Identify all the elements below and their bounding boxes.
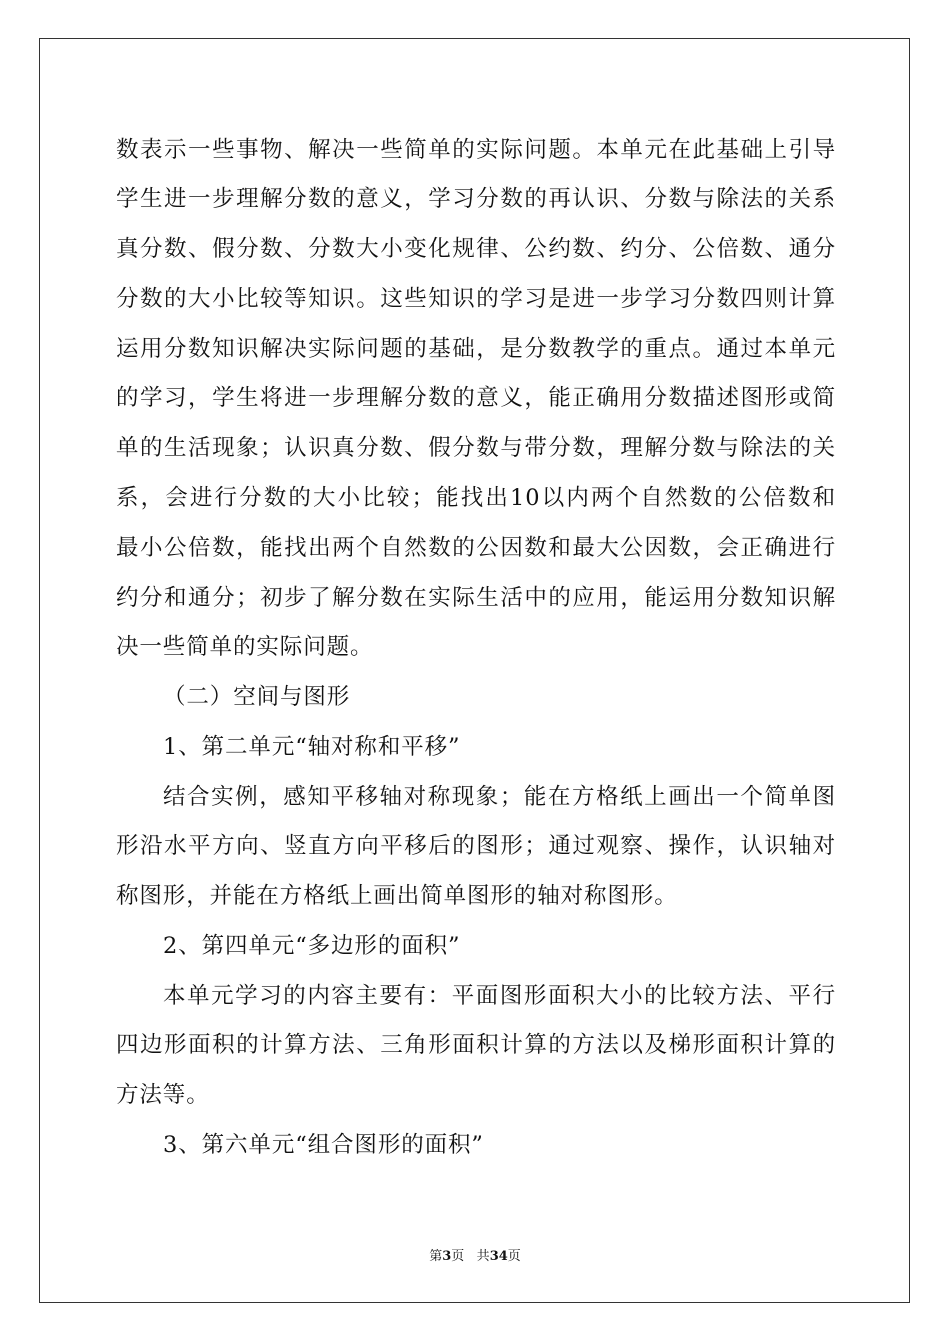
section-heading: （二）空间与图形 xyxy=(163,684,351,710)
body-text-line: 真分数、假分数、分数大小变化规律、公约数、约分、公倍数、通分 xyxy=(116,236,836,262)
footer-page-suffix: 页 xyxy=(451,1249,465,1264)
body-text-line: 结合实例，感知平移轴对称现象；能在方格纸上画出一个简单图 xyxy=(163,784,836,810)
body-text-line: 四边形面积的计算方法、三角形面积计算的方法以及梯形面积计算的 xyxy=(116,1032,836,1058)
page-border xyxy=(39,38,910,1303)
body-text-line: 的学习，学生将进一步理解分数的意义，能正确用分数描述图形或简 xyxy=(116,385,836,411)
body-text-line: 学生进一步理解分数的意义，学习分数的再认识、分数与除法的关系 xyxy=(116,186,836,212)
body-text-line: 运用分数知识解决实际问题的基础，是分数教学的重点。通过本单元 xyxy=(116,336,836,362)
body-text-line: 分数的大小比较等知识。这些知识的学习是进一步学习分数四则计算 xyxy=(116,286,836,312)
body-text-line: 决一些简单的实际问题。 xyxy=(116,634,374,660)
footer-page-prefix: 第 xyxy=(429,1249,443,1264)
footer-total-prefix: 共 xyxy=(476,1249,490,1264)
footer-page-number: 3 xyxy=(442,1249,452,1264)
subsection-heading: 3、第六单元“组合图形的面积” xyxy=(163,1132,484,1158)
body-text-line: 单的生活现象；认识真分数、假分数与带分数，理解分数与除法的关 xyxy=(116,435,836,461)
page-footer xyxy=(0,1249,950,1265)
body-text-line: 数表示一些事物、解决一些简单的实际问题。本单元在此基础上引导 xyxy=(116,137,836,163)
body-text-line: 约分和通分；初步了解分数在实际生活中的应用，能运用分数知识解 xyxy=(116,585,836,611)
body-text-line: 系，会进行分数的大小比较；能找出10以内两个自然数的公倍数和 xyxy=(116,485,836,511)
body-text-line: 最小公倍数，能找出两个自然数的公因数和最大公因数，会正确进行 xyxy=(116,535,836,561)
body-text-line: 方法等。 xyxy=(116,1082,210,1108)
footer-total-pages: 34 xyxy=(489,1249,508,1264)
subsection-heading: 1、第二单元“轴对称和平移” xyxy=(163,734,461,760)
subsection-heading: 2、第四单元“多边形的面积” xyxy=(163,933,461,959)
footer-total-suffix: 页 xyxy=(507,1249,521,1264)
body-text-line: 本单元学习的内容主要有：平面图形面积大小的比较方法、平行 xyxy=(163,983,836,1009)
body-text-line: 称图形，并能在方格纸上画出简单图形的轴对称图形。 xyxy=(116,883,678,909)
body-text-line: 形沿水平方向、竖直方向平移后的图形；通过观察、操作，认识轴对 xyxy=(116,833,836,859)
